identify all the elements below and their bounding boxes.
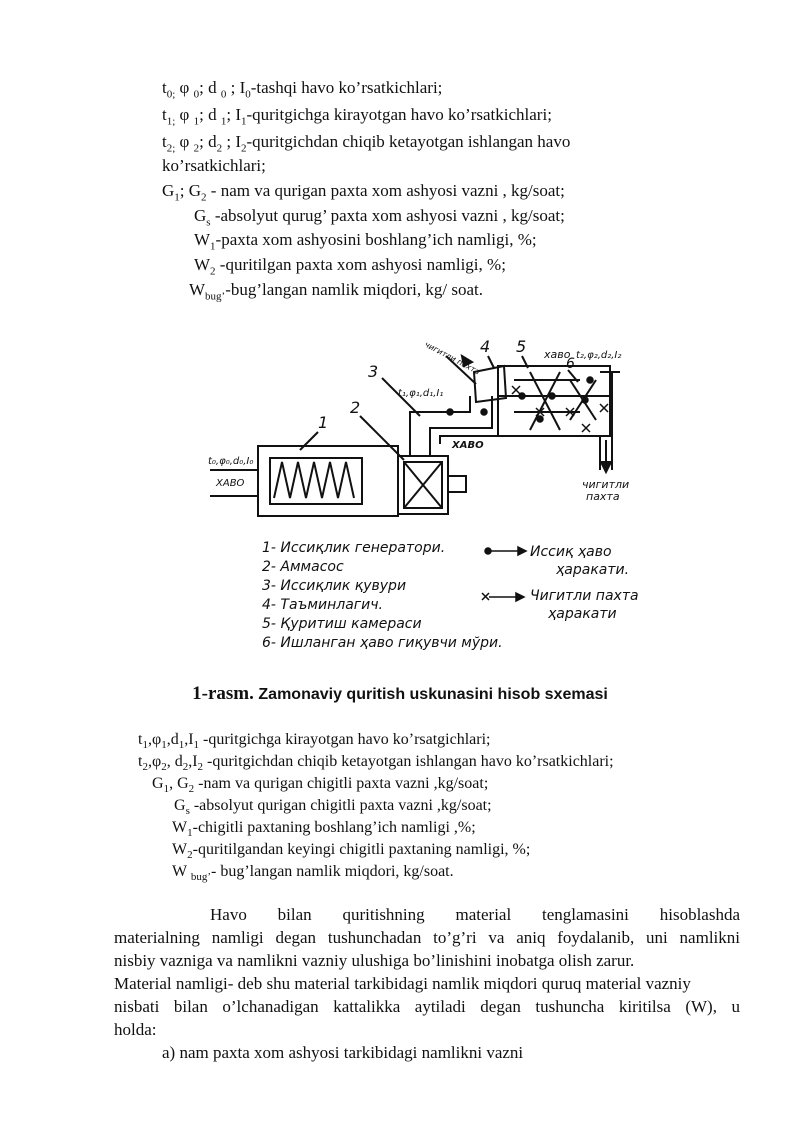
- paragraph-line-2: materialning namligi degan tushunchadan to’g’ri va aniq foydalanib, uni namlikni: [114, 928, 740, 947]
- bottom-legend-l2: $t_2,\varphi_2$, $d_2,I_2$ -quritgichdan chiqib ketayotgan ishlangan havo ko’rsatkichlari;: [138, 753, 614, 774]
- label-havo-top: хаво: [544, 348, 571, 361]
- label-num-6: 6: [566, 356, 575, 372]
- legend-cotton-text-1: Чигитли пахта: [530, 588, 639, 604]
- legend-item-1: 1- Иссиқлик генератори.: [262, 540, 446, 556]
- legend-item-2: 2- Аммасос: [262, 559, 344, 575]
- paragraph-line-4: Material namligi- deb shu material tarkibidagi namlik miqdori quruq material vazniy: [114, 974, 691, 993]
- label-num-5: 5: [516, 337, 527, 356]
- label-num-4: 4: [480, 337, 491, 356]
- legend-hot-air-text-2: ҳаракати.: [556, 562, 630, 578]
- leader-2: [360, 416, 404, 460]
- hot-air-marker: [587, 377, 593, 383]
- label-params-top: t₂,φ₂,d₂,I₂: [576, 350, 622, 361]
- label-num-1: 1: [318, 413, 329, 432]
- label-output-2: пахта: [586, 490, 620, 503]
- legend-cotton-arrow: [516, 593, 524, 601]
- bottom-legend-l6: $W_2$-quritilgandan keyingi chigitli paxtaning namligi, %;: [172, 841, 531, 862]
- output-arrow-head: [601, 462, 611, 472]
- label-params-mid: t₁,φ₁,d₁,I₁: [398, 388, 444, 399]
- bottom-legend-l5: $W_1$-chigitli paxtaning boshlang’ich namligi ,%;: [172, 819, 476, 840]
- heat-coil-zigzag: [274, 462, 354, 498]
- legend-item-6: 6- Ишланган ҳаво гиқувчи мўри.: [262, 635, 503, 651]
- fan-shaft: [448, 476, 466, 492]
- legend-line-wbug: $W_{bug’}-bug’langan$ namlik miqdori, kg/ soat.: [189, 280, 484, 303]
- label-num-2: 2: [350, 398, 361, 417]
- bottom-legend-l3: $G_1$, $G_2$ -nam va qurigan chigitli paxta vazni ,kg/soat;: [152, 775, 489, 796]
- paragraph-line-1: Havo bilan quritishning material tenglamasini hisoblashda: [210, 905, 740, 924]
- legend-line-g: $G_1$; $G_2$ - nam va qurigan paxta xom ashyosi vazni , kg/soat;: [162, 181, 565, 204]
- heat-coil-box: [270, 458, 362, 504]
- label-params-left: t₀,φ₀,d₀,I₀: [208, 456, 254, 467]
- legend-line-w1: $W_1$-paxta xom ashyosini boshlang’ich namligi, %;: [194, 230, 537, 253]
- drying-chamber: [498, 366, 610, 436]
- legend-line-t0: $t_{0;}$ φ $_0$; d $_0$ ; $I_0$-tashqi havo ko’rsatkichlari;: [162, 78, 443, 101]
- bottom-legend-l7: W $_{bug’}$- bug’langan namlik miqdori, kg/soat.: [172, 863, 454, 884]
- hot-air-marker: [549, 393, 555, 399]
- label-input-cotton: чигитли пахта: [423, 339, 482, 377]
- bottom-legend-l1: $t_1,\varphi_1,d_1,I_1$ -quritgichga kirayotgan havo ko’rsatgichlari;: [138, 731, 491, 752]
- legend-line-t2-cont: ko’rsatkichlari;: [162, 156, 266, 175]
- legend-item-4: 4- Таъминлагич.: [262, 597, 383, 613]
- legend-hot-air-symbol: [485, 548, 491, 554]
- caption-label: 1-rasm.: [192, 683, 254, 704]
- legend-item-3: 3- Иссиқлик қувури: [262, 578, 407, 594]
- paragraph-item-a: a) nam paxta xom ashyosi tarkibidagi namlikni vazni: [162, 1043, 524, 1062]
- paragraph-line-6: holda:: [114, 1020, 157, 1039]
- paragraph-line-5: nisbati bilan o’lchanadigan kattalikka aytiladi degan tushuncha kiritilsa (W), u: [114, 997, 740, 1016]
- figure-caption: [0, 683, 800, 705]
- legend-hot-air-arrow: [518, 547, 526, 555]
- hot-air-marker: [537, 416, 543, 422]
- leader-4: [488, 356, 494, 368]
- legend-item-5: 5- Қуритиш камераси: [262, 616, 422, 632]
- cotton-marker: [582, 424, 590, 432]
- caption-title: Zamonaviy quritish uskunasini hisob sxemasi: [258, 686, 608, 703]
- cotton-marker: [600, 404, 608, 412]
- label-output-1: чигитли: [582, 478, 630, 491]
- legend-cotton-symbol: [482, 593, 489, 600]
- legend-line-t1: $t_{1;}$ φ $_1$; d $_1$; $I_1$-quritgichga kirayotgan havo ko’rsatkichlari;: [162, 105, 552, 128]
- label-havo-left: ХАВО: [216, 478, 245, 489]
- leader-1: [300, 432, 318, 450]
- paragraph-line-3: nisbiy vazniga va namlikni vazniy ulushiga bo’linishini inobatga olish zarur.: [114, 951, 635, 970]
- bottom-legend-l4: $G_s$ -absolyut qurigan chigitli paxta vazni ,kg/soat;: [174, 797, 492, 818]
- heat-generator-box: [258, 446, 398, 516]
- label-num-3: 3: [368, 362, 379, 381]
- label-havo-mid: ХАВО: [452, 440, 484, 451]
- legend-line-w2: $W_2$ -quritilgan paxta xom ashyosi namligi, %;: [194, 255, 506, 278]
- hot-air-marker: [481, 409, 487, 415]
- legend-line-t2: $t_{2;}$ φ $_2$; $d_2$ ; $I_2$-quritgichdan chiqib ketayotgan ishlangan havo: [162, 132, 571, 155]
- legend-line-gs: $G_s$ -absolyut qurug’ paxta xom ashyosi vazni , kg/soat;: [194, 206, 565, 229]
- hot-air-marker: [447, 409, 453, 415]
- hot-air-marker: [582, 397, 588, 403]
- cotton-marker: [512, 386, 520, 394]
- legend-hot-air-text-1: Иссиқ ҳаво: [530, 544, 612, 560]
- legend-cotton-text-2: ҳаракати: [548, 606, 617, 622]
